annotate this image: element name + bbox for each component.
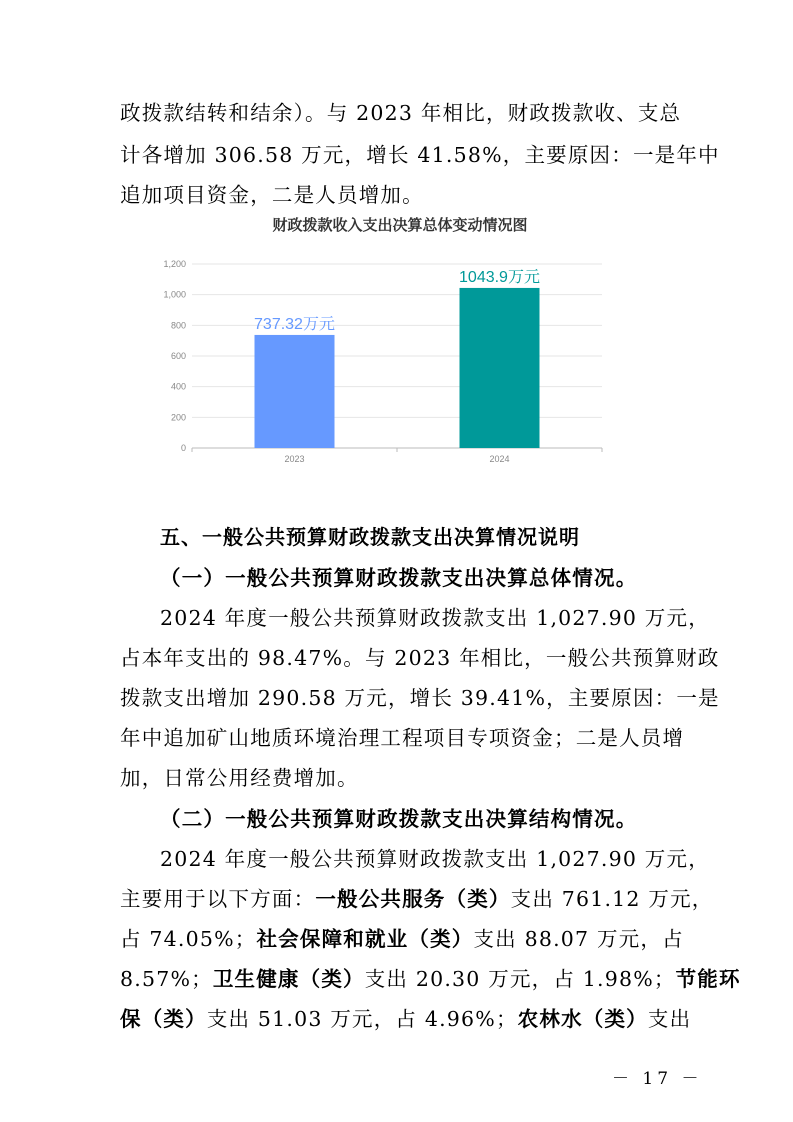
category-term: 节能环 <box>675 967 741 991</box>
subsection-heading: （二）一般公共预算财政拨款支出决算结构情况。 <box>160 807 638 831</box>
page-number: － 17 － <box>612 1069 703 1089</box>
expenditure-bar-chart <box>150 250 610 470</box>
y-tick-label: 400 <box>170 381 186 392</box>
y-tick-label: 600 <box>170 351 186 361</box>
y-tick-label: 800 <box>170 320 186 331</box>
data-label-2024: 1043.9万元 <box>459 268 540 286</box>
paragraph-line: 政拨款结转和结余）。与 2023 年相比，财政拨款收、支总 <box>120 101 682 125</box>
section-heading: 五、一般公共预算财政拨款支出决算情况说明 <box>160 525 580 549</box>
chart-title: 财政拨款收入支出决算总体变动情况图 <box>272 216 528 234</box>
paragraph-line: 拨款支出增加 290.58 万元，增长 39.41%，主要原因：一是 <box>120 686 720 710</box>
bar-2024 <box>460 288 540 448</box>
paragraph-line: 加，日常公用经费增加。 <box>120 766 359 790</box>
paragraph-line: 8.57%；卫生健康（类）支出 20.30 万元，占 1.98%；节能环 <box>120 967 741 991</box>
paragraph-line: 2024 年度一般公共预算财政拨款支出 1,027.90 万元， <box>160 847 710 871</box>
paragraph-line: 占 74.05%；社会保障和就业（类）支出 88.07 万元，占 <box>120 927 684 951</box>
y-tick-label: 200 <box>170 412 186 423</box>
x-tick-label: 2023 <box>284 454 305 464</box>
data-label-2023: 737.32万元 <box>254 315 335 333</box>
paragraph-line: 年中追加矿山地质环境治理工程项目专项资金；二是人员增 <box>120 726 685 750</box>
category-term: 卫生健康（类） <box>212 967 365 991</box>
paragraph-line: 占本年支出的 98.47%。与 2023 年相比，一般公共预算财政 <box>120 646 720 670</box>
paragraph-line: 2024 年度一般公共预算财政拨款支出 1,027.90 万元， <box>160 606 710 630</box>
y-tick-label: 0 <box>180 443 186 453</box>
paragraph-line: 计各增加 306.58 万元，增长 41.58%，主要原因：一是年中 <box>120 143 720 167</box>
category-term: 农林水（类） <box>517 1007 648 1031</box>
bar-2023 <box>255 335 335 448</box>
paragraph-line: 保（类）支出 51.03 万元，占 4.96%；农林水（类）支出 <box>120 1007 692 1031</box>
category-term: 保（类） <box>120 1007 207 1031</box>
subsection-heading: （一）一般公共预算财政拨款支出决算总体情况。 <box>160 566 638 590</box>
category-term: 一般公共服务（类） <box>315 887 511 911</box>
paragraph-line: 主要用于以下方面：一般公共服务（类）支出 761.12 万元， <box>120 887 714 911</box>
paragraph-line: 追加项目资金，二是人员增加。 <box>120 183 424 207</box>
x-tick-label: 2024 <box>489 454 510 464</box>
category-term: 社会保障和就业（类） <box>256 927 474 951</box>
y-tick-label: 1,000 <box>163 289 186 300</box>
y-tick-label: 1,200 <box>163 259 186 269</box>
